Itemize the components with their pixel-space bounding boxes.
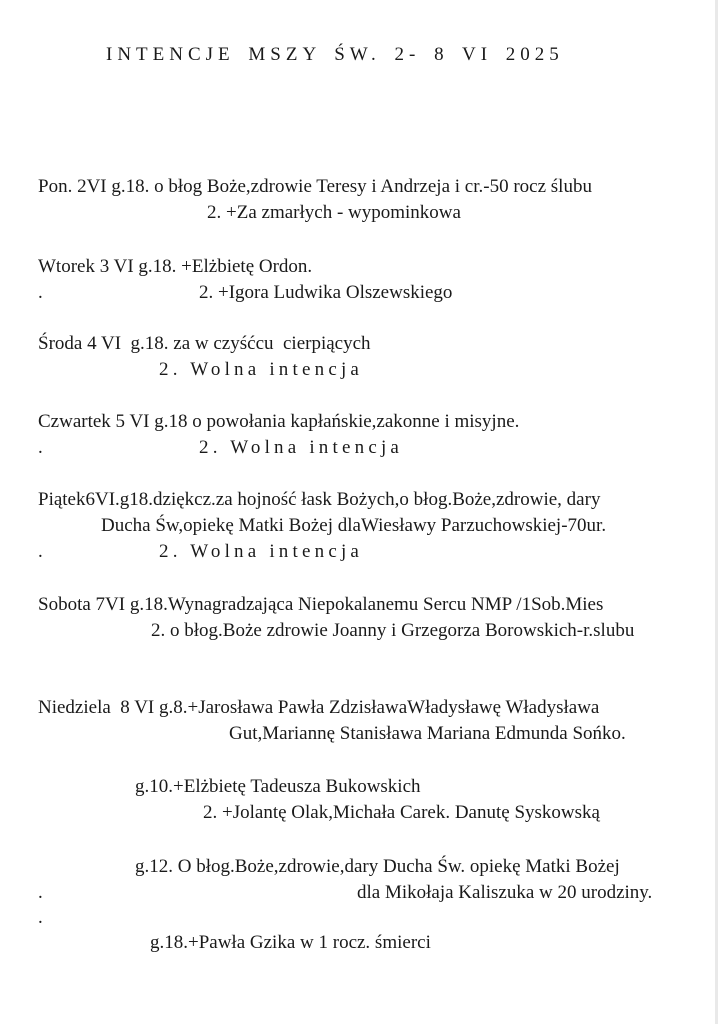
- dot-marker: .: [38, 882, 43, 903]
- intention-sunday-8: Niedziela 8 VI g.8.+Jarosława Pawła ZdzisławaWładysławę Władysława: [38, 697, 600, 718]
- dot-marker: .: [38, 541, 43, 562]
- intention-tuesday-2: 2. +Igora Ludwika Olszewskiego: [199, 282, 453, 303]
- intention-friday-1-cont: Ducha Św,opiekę Matki Bożej dlaWiesławy Parzuchowskiej-70ur.: [101, 515, 607, 536]
- intention-sunday-12-cont: dla Mikołaja Kaliszuka w 20 urodziny.: [357, 882, 653, 903]
- intention-sunday-10: g.10.+Elżbietę Tadeusza Bukowskich: [135, 776, 421, 797]
- intention-monday-1: Pon. 2VI g.18. o błog Boże,zdrowie Teresy i Andrzeja i cr.-50 rocz ślubu: [38, 176, 592, 197]
- intention-sunday-10-2: 2. +Jolantę Olak,Michała Carek. Danutę Syskowską: [203, 802, 600, 823]
- dot-marker: .: [38, 282, 43, 303]
- dot-marker: .: [38, 907, 43, 928]
- intention-thursday-1: Czwartek 5 VI g.18 o powołania kapłańskie,zakonne i misyjne.: [38, 411, 520, 432]
- intention-sunday-12: g.12. O błog.Boże,zdrowie,dary Ducha Św. opiekę Matki Bożej: [135, 856, 620, 877]
- intention-monday-2: 2. +Za zmarłych - wypominkowa: [207, 202, 461, 223]
- intention-wednesday-1: Środa 4 VI g.18. za w czyśćcu cierpiących: [38, 333, 371, 354]
- dot-marker: .: [38, 437, 43, 458]
- intention-wednesday-2: 2. Wolna intencja: [159, 359, 364, 380]
- intention-saturday-2: 2. o błog.Boże zdrowie Joanny i Grzegorza Borowskich-r.slubu: [151, 620, 635, 641]
- intention-friday-2: 2. Wolna intencja: [159, 541, 364, 562]
- intention-saturday-1: Sobota 7VI g.18.Wynagradzająca Niepokalanemu Sercu NMP /1Sob.Mies: [38, 594, 604, 615]
- intention-friday-1: Piątek6VI.g18.dziękcz.za hojność łask Bożych,o błog.Boże,zdrowie, dary: [38, 489, 601, 510]
- intention-tuesday-1: Wtorek 3 VI g.18. +Elżbietę Ordon.: [38, 256, 313, 277]
- intention-sunday-8-cont: Gut,Mariannę Stanisława Mariana Edmunda Sońko.: [229, 723, 626, 744]
- intention-thursday-2: 2. Wolna intencja: [199, 437, 404, 458]
- intention-sunday-18: g.18.+Pawła Gzika w 1 rocz. śmierci: [150, 932, 431, 953]
- page-title: INTENCJE MSZY ŚW. 2- 8 VI 2025: [106, 44, 564, 65]
